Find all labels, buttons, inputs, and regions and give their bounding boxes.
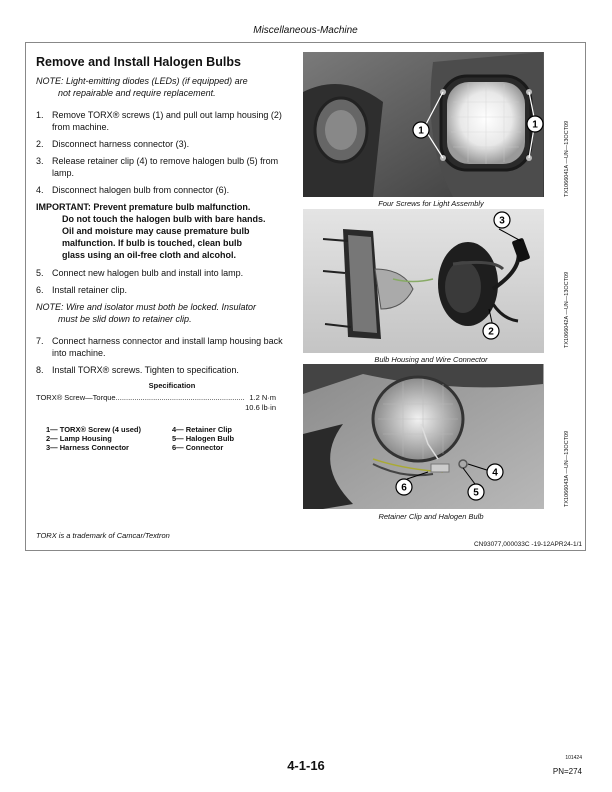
note-line: not repairable and require replacement. (58, 88, 216, 98)
legend-item: 3— Harness Connector (46, 443, 129, 452)
spec-value-alt: 10.6 lb·in (245, 403, 276, 412)
clip-photo-illustration (303, 364, 544, 509)
procedure-text (36, 55, 298, 457)
step-text: Install TORX® screws. Tighten to specification. (52, 365, 239, 375)
legend-column (46, 425, 141, 452)
callout-number: 1 (532, 119, 538, 131)
callout-legend (36, 425, 298, 457)
figure-retainer-clip (303, 364, 544, 509)
step-item (36, 138, 298, 150)
document-id: CN93077,000033C -19-12APR24-1/1 (473, 541, 582, 548)
steps-list-b (36, 267, 298, 296)
callout-3 (494, 212, 510, 228)
note-line: NOTE: Wire and isolator must both be locked. Insulator (36, 302, 257, 312)
callout-number: 6 (401, 482, 407, 494)
figure-side-id: TX1066043A —UN—13OCT09 (564, 430, 570, 507)
spec-row (36, 393, 276, 403)
callout-number: 1 (418, 125, 424, 137)
spec-value: 1.2 N·m (249, 393, 276, 402)
step-text: Disconnect harness connector (3). (52, 139, 190, 149)
callout-number: 2 (488, 326, 494, 338)
step-number: 3. (36, 156, 44, 166)
legend-item: 6— Connector (172, 443, 224, 452)
spec-heading: Specification (148, 381, 196, 390)
callout-1-right (527, 116, 543, 132)
step-text: Connect harness connector and install lamp housing back into machine. (52, 336, 283, 358)
important-warning (36, 201, 298, 261)
step-item (36, 184, 298, 196)
step-number: 6. (36, 285, 44, 295)
figure-caption: Bulb Housing and Wire Connector (374, 355, 488, 364)
legend-item: 1— TORX® Screw (4 used) (46, 425, 141, 434)
housing-photo-illustration (303, 209, 544, 353)
note-line: must be slid down to retainer clip. (58, 314, 192, 324)
figure-bulb-housing (303, 209, 544, 353)
figure-caption: Four Screws for Light Assembly (378, 199, 484, 208)
footer-code: 101424 (565, 755, 582, 761)
step-number: 8. (36, 365, 44, 375)
step-number: 7. (36, 336, 44, 346)
step-number: 2. (36, 139, 44, 149)
callout-2 (483, 323, 499, 339)
step-text: Release retainer clip (4) to remove halogen bulb (5) from lamp. (52, 156, 279, 178)
callout-number: 5 (473, 487, 479, 499)
note-line: NOTE: Light-emitting diodes (LEDs) (if equipped) are (36, 76, 248, 86)
header-title: Miscellaneous-Machine (253, 25, 358, 36)
important-line: malfunction. If bulb is touched, clean bulb (62, 238, 243, 248)
step-item (36, 155, 298, 179)
important-line: IMPORTANT: Prevent premature bulb malfunction. (36, 202, 251, 212)
step-item (36, 335, 298, 359)
spec-label: TORX® Screw—Torque.............................................................. (36, 393, 245, 402)
step-number: 1. (36, 110, 44, 120)
page-pn: PN=274 (552, 767, 582, 776)
step-number: 4. (36, 185, 44, 195)
step-text: Remove TORX® screws (1) and pull out lamp housing (2) from machine. (52, 110, 282, 132)
step-number: 5. (36, 268, 44, 278)
callout-1-left (413, 122, 429, 138)
steps-list-a (36, 109, 298, 196)
step-item (36, 284, 298, 296)
important-line: glass using an oil-free cloth and alcohol. (62, 250, 237, 260)
callout-4 (487, 464, 503, 480)
callout-6 (396, 479, 412, 495)
trademark-note: TORX is a trademark of Camcar/Textron (36, 531, 170, 540)
lamp-photo-illustration (303, 52, 544, 197)
section-title: Remove and Install Halogen Bulbs (36, 55, 241, 69)
important-line: Do not touch the halogen bulb with bare hands. (62, 214, 266, 224)
step-text: Disconnect halogen bulb from connector (6). (52, 185, 230, 195)
note-leds (36, 75, 298, 99)
callout-5 (468, 484, 484, 500)
callout-number: 3 (499, 215, 505, 227)
step-item (36, 267, 298, 279)
figure-side-id: TX1066041A —UN—13OCT09 (564, 120, 570, 197)
page-number: 4-1-16 (287, 758, 325, 773)
legend-item: 2— Lamp Housing (46, 434, 112, 443)
page-header (25, 20, 586, 43)
legend-column (172, 425, 234, 452)
steps-list-c (36, 335, 298, 376)
important-line: Oil and moisture may cause premature bulb (62, 226, 250, 236)
callout-number: 4 (492, 467, 498, 479)
step-text: Connect new halogen bulb and install into lamp. (52, 268, 244, 278)
figure-caption: Retainer Clip and Halogen Bulb (378, 512, 484, 521)
note-wire (36, 301, 298, 325)
step-text: Install retainer clip. (52, 285, 128, 295)
figure-lamp-screws (303, 52, 544, 197)
legend-item: 4— Retainer Clip (172, 425, 233, 434)
step-item (36, 109, 298, 133)
legend-item: 5— Halogen Bulb (172, 434, 235, 443)
step-item (36, 364, 298, 376)
figure-side-id: TX1066042A —UN—13OCT09 (564, 271, 570, 348)
